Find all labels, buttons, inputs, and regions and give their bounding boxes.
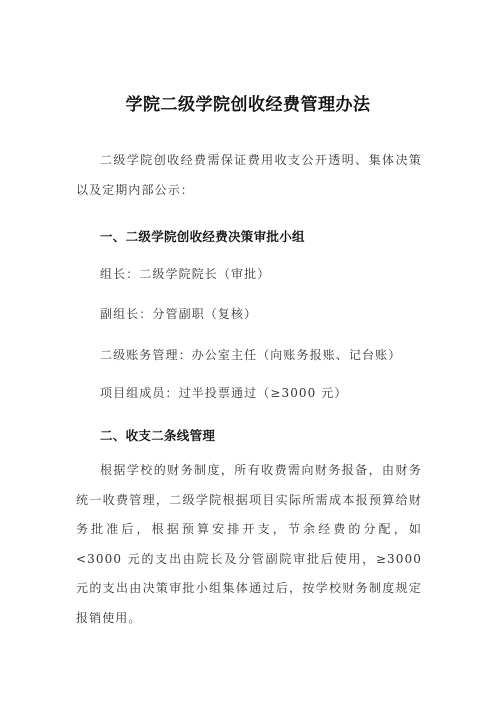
- section-2-paragraph: 根据学校的财务制度，所有收费需向财务报备，由财务统一收费管理，二级学院根据项目实际所需成本报预算给财务批准后，根据预算安排开支，节余经费的分配，如<3000 元的支出由院长及分管副院审批后使用，≥3000 元的支出由决策审批小组集体通过后，按学校财务制度规定报销使用。: [76, 463, 422, 625]
- list-item-leader: 组长：二级学院院长（审批）: [100, 267, 271, 281]
- intro-paragraph: 二级学院创收经费需保证费用收支公开透明、集体决策以及定期内部公示：: [76, 153, 422, 197]
- section-1-heading: 一、二级学院创收经费决策审批小组: [100, 229, 305, 244]
- section-2-heading: 二、收支二条线管理: [100, 428, 216, 443]
- list-item-deputy-leader: 副组长：分管副职（复核）: [100, 307, 258, 321]
- list-item-account-manager: 二级账务管理：办公室主任（向账务报账、记台账）: [100, 348, 402, 362]
- document-title: 学院二级学院创收经费管理办法: [125, 95, 371, 115]
- list-item-project-members: 项目组成员：过半投票通过（≥3000 元）: [100, 386, 348, 400]
